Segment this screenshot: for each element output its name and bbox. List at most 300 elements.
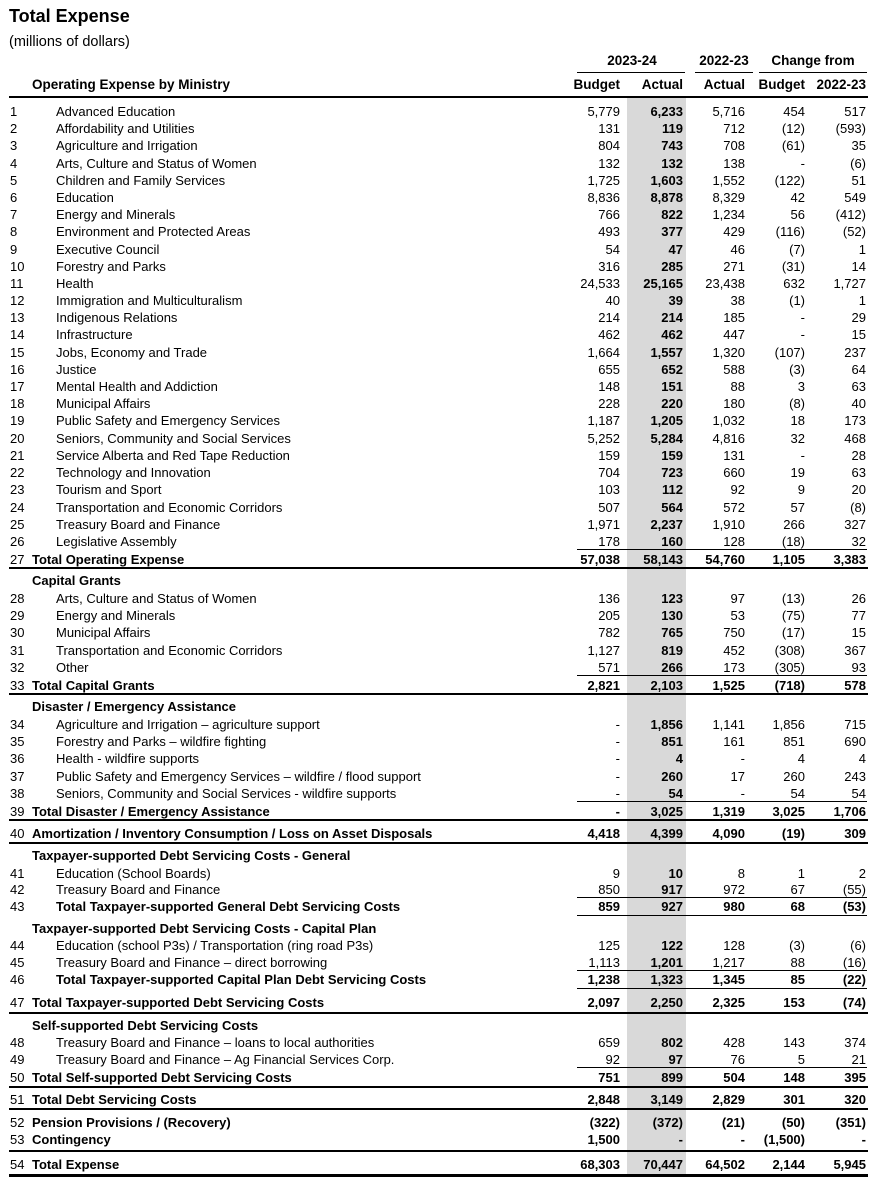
- cell-change-budget: 19: [790, 465, 805, 480]
- cell-change-prev: 173: [844, 413, 866, 428]
- group-header-2023-24: 2023-24: [607, 53, 657, 68]
- cell-budget-2023: -: [615, 804, 620, 819]
- cell-change-budget: 1,856: [772, 717, 805, 732]
- cell-change-prev: 1,727: [833, 276, 866, 291]
- cell-budget-2023: 1,238: [587, 972, 620, 987]
- cell-change-budget: 18: [790, 413, 805, 428]
- cell-budget-2023: 125: [598, 938, 620, 953]
- table-row: [0, 361, 884, 378]
- cell-change-prev: 237: [844, 345, 866, 360]
- row-number: 37: [10, 769, 25, 784]
- cell-change-prev: 309: [844, 826, 866, 841]
- row-label: Forestry and Parks: [56, 259, 166, 274]
- row-number: 25: [10, 517, 25, 532]
- table-row: [0, 898, 884, 915]
- cell-budget-2023: -: [615, 734, 620, 749]
- cell-change-prev: 5,945: [833, 1157, 866, 1172]
- cell-actual-2022: 271: [723, 259, 745, 274]
- rule-before-total-self: [577, 1067, 867, 1068]
- cell-change-prev: 320: [844, 1092, 866, 1107]
- cell-actual-2023: 112: [662, 482, 683, 497]
- row-number: 2: [10, 121, 18, 136]
- table-row: [0, 590, 884, 607]
- cell-actual-2022: 161: [723, 734, 745, 749]
- table-row: [0, 155, 884, 172]
- cell-actual-2022: 1,141: [712, 717, 745, 732]
- rule-after-total-operating: [9, 567, 868, 569]
- row-label: Tourism and Sport: [56, 482, 162, 497]
- table-row: [0, 378, 884, 395]
- cell-actual-2023: 822: [661, 207, 683, 222]
- cell-actual-2023: 652: [661, 362, 683, 377]
- cell-change-budget: 57: [790, 500, 805, 515]
- cell-change-prev: 243: [844, 769, 866, 784]
- cell-actual-2023: 4: [675, 751, 683, 766]
- table-row: [0, 785, 884, 802]
- cell-budget-2023: 148: [598, 379, 620, 394]
- cell-budget-2023: 132: [598, 156, 620, 171]
- rule-after-amortization: [9, 842, 868, 844]
- cell-actual-2023: 1,603: [650, 173, 683, 188]
- cell-actual-2022: 23,438: [705, 276, 745, 291]
- row-number: 18: [10, 396, 25, 411]
- table-row: [0, 937, 884, 954]
- cell-actual-2022: 2,829: [712, 1092, 745, 1107]
- table-row: [0, 344, 884, 361]
- cell-budget-2023: 24,533: [580, 276, 620, 291]
- table-row: [0, 464, 884, 481]
- row-number: 21: [10, 448, 25, 463]
- row-number: 28: [10, 591, 25, 606]
- row-number: 14: [10, 327, 25, 342]
- cell-change-budget: 67: [790, 882, 805, 897]
- cell-change-budget: (8): [789, 396, 805, 411]
- page-title: Total Expense: [9, 6, 130, 26]
- row-label: Other: [56, 660, 89, 675]
- cell-change-prev: 21: [851, 1052, 866, 1067]
- cell-change-prev: (52): [842, 224, 866, 239]
- row-number: 29: [10, 608, 25, 623]
- group-header-2022-23: 2022-23: [699, 53, 749, 68]
- cell-actual-2022: -: [740, 786, 745, 801]
- cell-change-budget: (122): [774, 173, 805, 188]
- cell-actual-2023: 130: [661, 608, 683, 623]
- cell-change-prev: 3,383: [833, 552, 866, 567]
- table-row: [0, 716, 884, 733]
- row-number: 42: [10, 882, 25, 897]
- row-label: Executive Council: [56, 242, 160, 257]
- cell-change-budget: (3): [789, 938, 805, 953]
- cell-change-prev: 1: [858, 242, 866, 257]
- cell-change-prev: 374: [844, 1035, 866, 1050]
- row-number: 51: [10, 1092, 25, 1107]
- table-row: [0, 447, 884, 464]
- cell-change-prev: -: [861, 1132, 866, 1147]
- row-label: Children and Family Services: [56, 173, 226, 188]
- cell-change-prev: 2: [858, 866, 866, 881]
- rule-final: [9, 1174, 868, 1177]
- cell-budget-2023: -: [615, 786, 620, 801]
- row-label: Treasury Board and Finance – direct borrowing: [56, 955, 328, 970]
- cell-change-budget: (107): [774, 345, 805, 360]
- row-number: 24: [10, 500, 25, 515]
- cell-budget-2023: 507: [598, 500, 620, 515]
- cell-budget-2023: 5,252: [587, 431, 620, 446]
- cell-change-prev: (8): [850, 500, 866, 515]
- table-row: [0, 733, 884, 750]
- cell-actual-2022: 128: [723, 938, 745, 953]
- rule-after-total-capital-plan: [577, 988, 867, 989]
- cell-actual-2022: 128: [723, 534, 745, 549]
- section-debt-general: Taxpayer-supported Debt Servicing Costs - General: [32, 848, 351, 863]
- row-number: 17: [10, 379, 25, 394]
- cell-actual-2023: 1,205: [650, 413, 683, 428]
- table-row: [0, 120, 884, 137]
- row-number: 35: [10, 734, 25, 749]
- table-row: [0, 172, 884, 189]
- cell-actual-2023: (372): [652, 1115, 683, 1130]
- column-header-budget: Budget: [573, 77, 620, 92]
- cell-actual-2022: 504: [723, 1070, 745, 1085]
- cell-budget-2023: 57,038: [580, 552, 620, 567]
- header-rule: [9, 96, 868, 98]
- table-row: [0, 223, 884, 240]
- cell-actual-2022: 131: [723, 448, 745, 463]
- cell-actual-2022: 4,816: [712, 431, 745, 446]
- cell-actual-2023: 1,557: [650, 345, 683, 360]
- cell-change-budget: 143: [783, 1035, 805, 1050]
- cell-budget-2023: 782: [598, 625, 620, 640]
- cell-change-prev: 64: [851, 362, 866, 377]
- cell-change-budget: 148: [783, 1070, 805, 1085]
- cell-actual-2023: 214: [661, 310, 683, 325]
- table-row: [0, 825, 884, 842]
- cell-budget-2023: 2,848: [587, 1092, 620, 1107]
- cell-budget-2023: 178: [598, 534, 620, 549]
- cell-actual-2022: 8,329: [712, 190, 745, 205]
- cell-change-prev: (16): [842, 955, 866, 970]
- cell-change-budget: (17): [781, 625, 805, 640]
- row-label: Total Taxpayer-supported Debt Servicing Costs: [32, 995, 325, 1010]
- cell-change-prev: 29: [851, 310, 866, 325]
- rule-before-total-capital: [577, 675, 867, 676]
- table-row: [0, 659, 884, 676]
- rule-before-total-operating: [577, 549, 867, 550]
- cell-actual-2022: 138: [723, 156, 745, 171]
- cell-budget-2023: 4,418: [587, 826, 620, 841]
- cell-actual-2022: 1,345: [712, 972, 745, 987]
- cell-actual-2022: 1,910: [712, 517, 745, 532]
- cell-budget-2023: 8,836: [587, 190, 620, 205]
- cell-change-budget: (31): [781, 259, 805, 274]
- cell-actual-2023: 160: [661, 534, 683, 549]
- cell-change-prev: 715: [844, 717, 866, 732]
- rule-after-total-disaster: [9, 819, 868, 821]
- cell-actual-2022: 5,716: [712, 104, 745, 119]
- row-label: Affordability and Utilities: [56, 121, 195, 136]
- row-label: Pension Provisions / (Recovery): [32, 1115, 231, 1130]
- row-number: 31: [10, 643, 25, 658]
- cell-change-budget: (50): [781, 1115, 805, 1130]
- row-number: 11: [10, 276, 24, 291]
- row-number: 33: [10, 678, 25, 693]
- section-disaster-assistance: Disaster / Emergency Assistance: [32, 699, 237, 714]
- cell-change-budget: (75): [781, 608, 805, 623]
- row-number: 26: [10, 534, 25, 549]
- table-row: [0, 865, 884, 882]
- cell-budget-2023: 2,821: [587, 678, 620, 693]
- row-label: Justice: [56, 362, 97, 377]
- column-header-change-budget: Budget: [758, 77, 805, 92]
- cell-change-budget: (308): [774, 643, 805, 658]
- cell-actual-2022: 452: [723, 643, 745, 658]
- cell-budget-2023: 659: [598, 1035, 620, 1050]
- cell-change-budget: 454: [783, 104, 805, 119]
- table-row: [0, 1114, 884, 1131]
- cell-actual-2022: 46: [730, 242, 745, 257]
- cell-actual-2023: 220: [661, 396, 683, 411]
- cell-actual-2022: 173: [723, 660, 745, 675]
- cell-actual-2022: 38: [730, 293, 745, 308]
- row-label: Public Safety and Emergency Services: [56, 413, 280, 428]
- cell-change-prev: 40: [851, 396, 866, 411]
- cell-budget-2023: 159: [598, 448, 620, 463]
- cell-budget-2023: 571: [598, 660, 620, 675]
- column-header-actual-prev: Actual: [703, 77, 745, 92]
- table-row: [0, 103, 884, 120]
- table-row: [0, 412, 884, 429]
- cell-change-prev: 1: [858, 293, 866, 308]
- cell-change-prev: 32: [851, 534, 866, 549]
- cell-change-budget: 9: [797, 482, 805, 497]
- row-number: 22: [10, 465, 25, 480]
- cell-budget-2023: (322): [589, 1115, 620, 1130]
- cell-change-budget: 266: [783, 517, 805, 532]
- cell-actual-2023: 802: [661, 1035, 683, 1050]
- row-number: 4: [10, 156, 18, 171]
- table-row: [0, 768, 884, 785]
- row-number: 27: [10, 552, 25, 567]
- row-label: Total Self-supported Debt Servicing Costs: [32, 1070, 292, 1085]
- cell-actual-2022: 1,552: [712, 173, 745, 188]
- cell-actual-2022: 712: [723, 121, 745, 136]
- row-number: 16: [10, 362, 25, 377]
- cell-change-prev: 51: [851, 173, 866, 188]
- row-label: Advanced Education: [56, 104, 176, 119]
- cell-actual-2022: 1,525: [712, 678, 745, 693]
- cell-budget-2023: 1,971: [587, 517, 620, 532]
- cell-actual-2023: 70,447: [643, 1157, 683, 1172]
- row-number: 49: [10, 1052, 25, 1067]
- cell-actual-2023: 1,323: [650, 972, 683, 987]
- cell-change-budget: 88: [790, 955, 805, 970]
- cell-budget-2023: 136: [598, 591, 620, 606]
- cell-actual-2022: (21): [721, 1115, 745, 1130]
- cell-actual-2022: 428: [723, 1035, 745, 1050]
- row-label: Forestry and Parks – wildfire fighting: [56, 734, 267, 749]
- group-underline-change: [759, 72, 867, 73]
- cell-actual-2023: 2,103: [650, 678, 683, 693]
- cell-budget-2023: 54: [605, 242, 620, 257]
- row-number: 45: [10, 955, 25, 970]
- cell-budget-2023: 655: [598, 362, 620, 377]
- cell-actual-2022: 750: [723, 625, 745, 640]
- row-label: Health: [56, 276, 94, 291]
- row-label: Arts, Culture and Status of Women: [56, 156, 257, 171]
- rule-after-contingency: [9, 1150, 868, 1152]
- cell-change-budget: 851: [783, 734, 805, 749]
- table-row: [0, 971, 884, 988]
- cell-actual-2023: 151: [661, 379, 683, 394]
- cell-change-budget: 5: [797, 1052, 805, 1067]
- cell-change-budget: (1): [789, 293, 805, 308]
- cell-change-prev: (6): [850, 938, 866, 953]
- cell-actual-2022: 708: [723, 138, 745, 153]
- row-label: Agriculture and Irrigation: [56, 138, 198, 153]
- section-capital-grants: Capital Grants: [32, 573, 121, 588]
- cell-actual-2023: 564: [661, 500, 683, 515]
- cell-change-budget: 1,105: [772, 552, 805, 567]
- group-underline-2023: [577, 72, 685, 73]
- cell-change-budget: 85: [790, 972, 805, 987]
- table-row: [0, 881, 884, 898]
- cell-change-budget: -: [800, 310, 805, 325]
- row-number: 38: [10, 786, 25, 801]
- cell-budget-2023: 1,127: [587, 643, 620, 658]
- row-label: Education: [56, 190, 114, 205]
- cell-actual-2022: 980: [723, 899, 745, 914]
- cell-actual-2023: 765: [661, 625, 683, 640]
- column-header-change-prev: 2022-23: [816, 77, 866, 92]
- row-label: Agriculture and Irrigation – agriculture support: [56, 717, 320, 732]
- cell-actual-2023: 47: [668, 242, 683, 257]
- cell-change-prev: 549: [844, 190, 866, 205]
- row-number: 20: [10, 431, 25, 446]
- table-row: [0, 430, 884, 447]
- cell-budget-2023: 493: [598, 224, 620, 239]
- cell-actual-2023: -: [678, 1132, 683, 1147]
- row-label: Jobs, Economy and Trade: [56, 345, 208, 360]
- table-row: [0, 309, 884, 326]
- row-label: Energy and Minerals: [56, 207, 176, 222]
- table-row: [0, 624, 884, 641]
- cell-actual-2022: 185: [723, 310, 745, 325]
- table-row: [0, 1051, 884, 1068]
- row-label: Education (School Boards): [56, 866, 211, 881]
- row-label: Transportation and Economic Corridors: [56, 643, 283, 658]
- cell-budget-2023: 131: [598, 121, 620, 136]
- cell-change-budget: (3): [789, 362, 805, 377]
- cell-budget-2023: 205: [598, 608, 620, 623]
- row-label: Treasury Board and Finance: [56, 517, 221, 532]
- cell-change-prev: (74): [842, 995, 866, 1010]
- cell-actual-2023: 927: [661, 899, 683, 914]
- row-number: 10: [10, 259, 25, 274]
- row-label: Seniors, Community and Social Services - wildfire supports: [56, 786, 397, 801]
- table-row: [0, 241, 884, 258]
- row-label: Municipal Affairs: [56, 625, 151, 640]
- cell-change-prev: 517: [844, 104, 866, 119]
- cell-budget-2023: 462: [598, 327, 620, 342]
- cell-actual-2022: 17: [730, 769, 745, 784]
- table-row: [0, 954, 884, 971]
- cell-budget-2023: -: [615, 769, 620, 784]
- table-row: [0, 607, 884, 624]
- cell-budget-2023: 92: [605, 1052, 620, 1067]
- row-number: 54: [10, 1157, 25, 1172]
- cell-budget-2023: 1,500: [587, 1132, 620, 1147]
- cell-change-prev: 4: [858, 751, 866, 766]
- table-row: [0, 516, 884, 533]
- cell-actual-2023: 10: [668, 866, 683, 881]
- cell-actual-2023: 266: [661, 660, 683, 675]
- cell-actual-2023: 917: [661, 882, 683, 897]
- cell-actual-2022: 447: [723, 327, 745, 342]
- cell-budget-2023: 766: [598, 207, 620, 222]
- cell-actual-2022: 53: [730, 608, 745, 623]
- row-number: 19: [10, 413, 25, 428]
- cell-budget-2023: 704: [598, 465, 620, 480]
- cell-actual-2022: 1,319: [712, 804, 745, 819]
- row-label: Education (school P3s) / Transportation (ring road P3s): [56, 938, 374, 953]
- cell-budget-2023: 68,303: [580, 1157, 620, 1172]
- row-number: 30: [10, 625, 25, 640]
- rule-before-total-general: [577, 897, 867, 898]
- cell-change-prev: 14: [851, 259, 866, 274]
- table-row: [0, 1034, 884, 1051]
- table-row: [0, 1069, 884, 1086]
- cell-change-prev: 578: [844, 678, 866, 693]
- cell-actual-2023: 119: [662, 121, 683, 136]
- row-label: Infrastructure: [56, 327, 133, 342]
- cell-actual-2022: 180: [723, 396, 745, 411]
- cell-change-budget: 1: [797, 866, 805, 881]
- group-underline-2022: [695, 72, 753, 73]
- cell-change-prev: (6): [850, 156, 866, 171]
- cell-actual-2022: -: [740, 751, 745, 766]
- cell-actual-2023: 260: [661, 769, 683, 784]
- table-row: [0, 750, 884, 767]
- cell-actual-2023: 2,237: [650, 517, 683, 532]
- cell-actual-2023: 851: [661, 734, 683, 749]
- cell-change-budget: (18): [781, 534, 805, 549]
- cell-actual-2023: 1,201: [650, 955, 683, 970]
- table-row: [0, 137, 884, 154]
- cell-budget-2023: 316: [598, 259, 620, 274]
- row-number: 9: [10, 242, 18, 257]
- cell-change-prev: 26: [851, 591, 866, 606]
- cell-budget-2023: -: [615, 717, 620, 732]
- cell-change-prev: 63: [851, 465, 866, 480]
- cell-actual-2023: 3,149: [650, 1092, 683, 1107]
- table-row: [0, 1091, 884, 1108]
- row-label: Health - wildfire supports: [56, 751, 200, 766]
- cell-change-budget: 54: [790, 786, 805, 801]
- table-row: [0, 1156, 884, 1173]
- cell-budget-2023: 2,097: [587, 995, 620, 1010]
- row-label: Amortization / Inventory Consumption / Loss on Asset Disposals: [32, 826, 433, 841]
- row-label: Total Operating Expense: [32, 552, 185, 567]
- cell-change-prev: (412): [835, 207, 866, 222]
- cell-actual-2022: 54,760: [705, 552, 745, 567]
- cell-change-prev: 690: [844, 734, 866, 749]
- cell-change-prev: 63: [851, 379, 866, 394]
- cell-actual-2023: 54: [668, 786, 683, 801]
- cell-actual-2022: 572: [723, 500, 745, 515]
- cell-actual-2023: 1,856: [650, 717, 683, 732]
- table-row: [0, 1131, 884, 1148]
- row-label: Legislative Assembly: [56, 534, 177, 549]
